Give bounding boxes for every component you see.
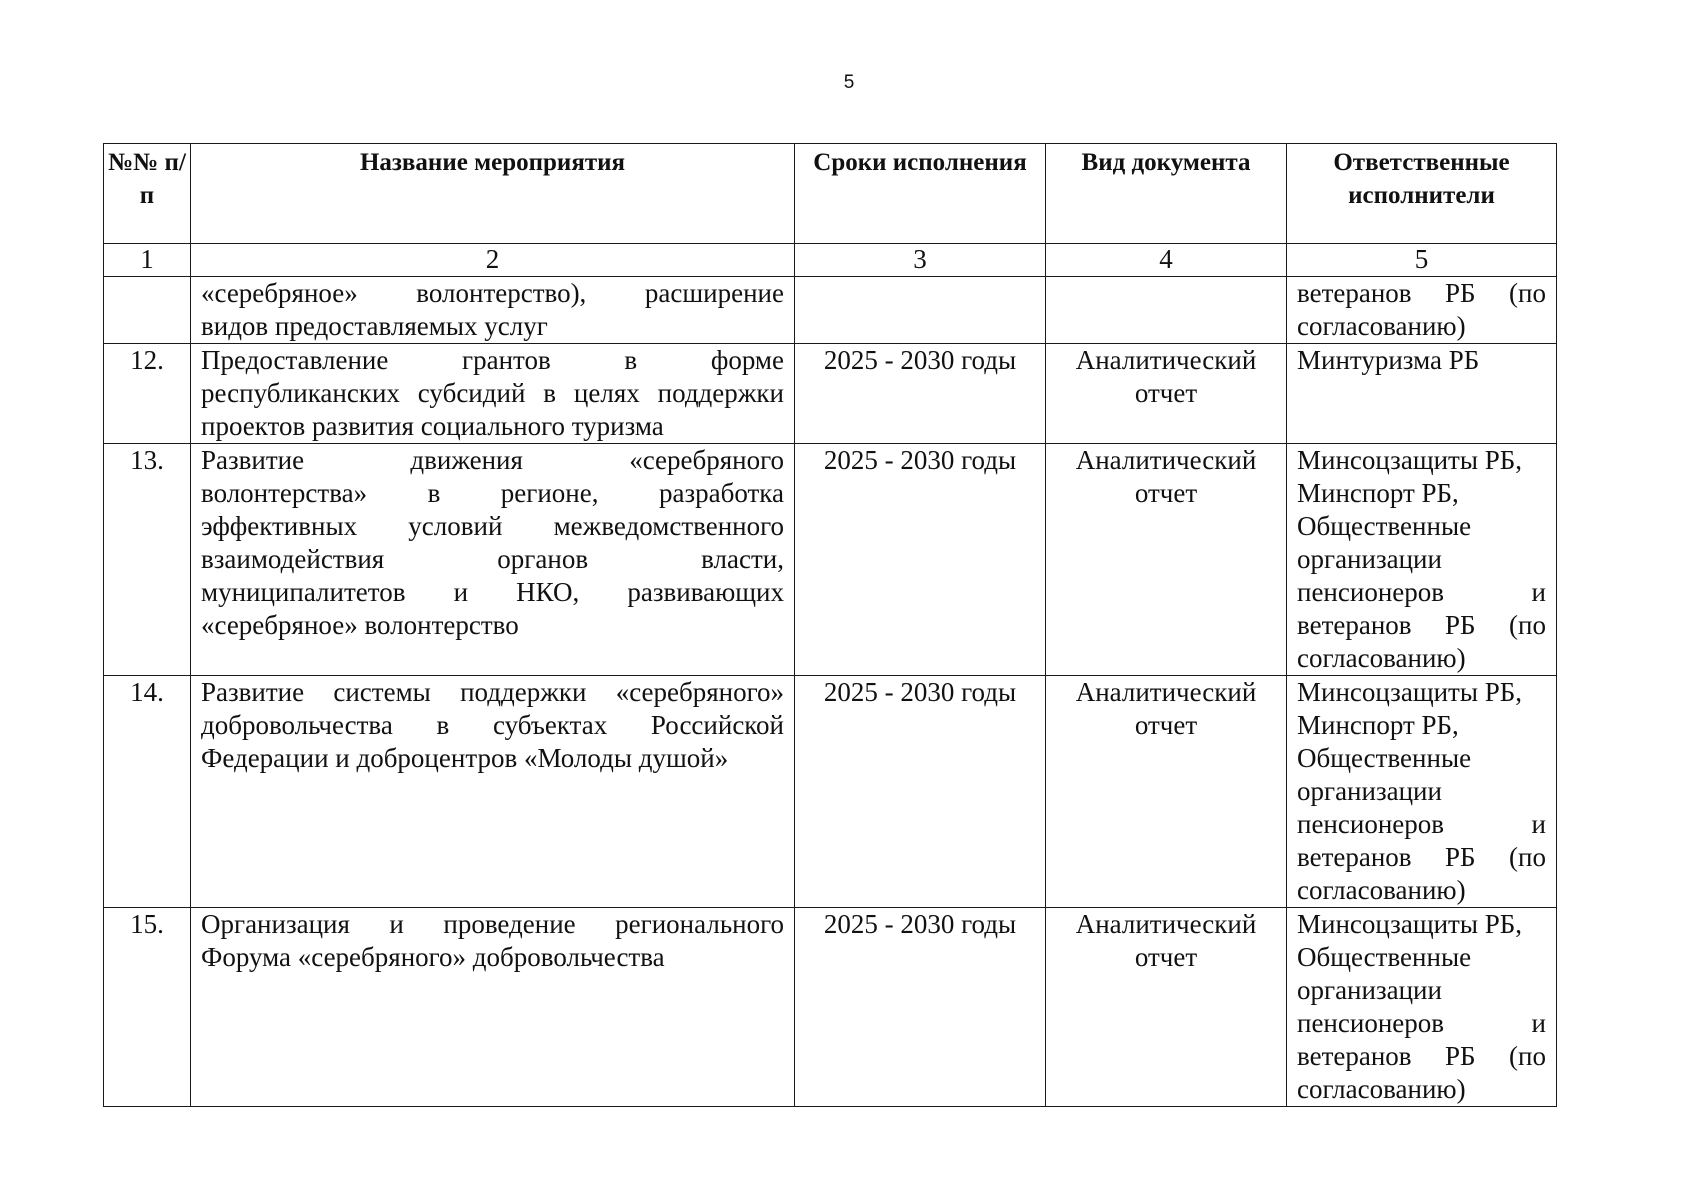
activity-name bbox=[191, 344, 795, 444]
activity-name-line: «серебряное» волонтерство), расширение bbox=[201, 278, 784, 308]
responsible-line: Общественные bbox=[1297, 511, 1472, 541]
responsible-line: пенсионеров и bbox=[1297, 809, 1546, 839]
responsible-executors bbox=[1287, 908, 1557, 1107]
document-type: Аналитический отчет bbox=[1046, 908, 1287, 1107]
responsible-line: Общественные bbox=[1297, 942, 1472, 972]
table-row bbox=[104, 277, 1557, 344]
execution-term bbox=[795, 277, 1046, 344]
header-name: Название мероприятия bbox=[191, 144, 795, 244]
activity-name-line: «серебряное» волонтерство bbox=[201, 610, 519, 640]
activity-name-line: эффективных условий межведомственного bbox=[201, 511, 784, 541]
responsible-line: согласованию) bbox=[1297, 311, 1466, 341]
responsible-line: согласованию) bbox=[1297, 875, 1466, 905]
header-term: Сроки исполнения bbox=[795, 144, 1046, 244]
responsible-line: организации bbox=[1297, 776, 1442, 806]
document-type: Аналитический отчет bbox=[1046, 676, 1287, 908]
responsible-line: пенсионеров и bbox=[1297, 577, 1546, 607]
responsible-line: ветеранов РБ (по bbox=[1297, 278, 1546, 308]
activity-name-line: волонтерства» в регионе, разработка bbox=[201, 478, 784, 508]
row-number: 14. bbox=[104, 676, 191, 908]
activity-name bbox=[191, 676, 795, 908]
responsible-line: организации bbox=[1297, 975, 1442, 1005]
activity-name bbox=[191, 908, 795, 1107]
responsible-line: Минсоцзащиты РБ, bbox=[1297, 909, 1523, 939]
activity-name-line: республиканских субсидий в целях поддержки bbox=[201, 378, 784, 408]
activity-name-line: Федерации и доброцентров «Молоды душой» bbox=[201, 743, 729, 773]
responsible-line: ветеранов РБ (по bbox=[1297, 610, 1546, 640]
responsible-executors bbox=[1287, 277, 1557, 344]
responsible-line: Минспорт РБ, bbox=[1297, 478, 1459, 508]
activity-name-line: видов предоставляемых услуг bbox=[201, 311, 548, 341]
header-resp: Ответственные исполнители bbox=[1287, 144, 1557, 244]
page-number: 5 bbox=[843, 72, 855, 93]
row-number: 12. bbox=[104, 344, 191, 444]
row-number: 13. bbox=[104, 444, 191, 676]
activity-name bbox=[191, 277, 795, 344]
responsible-line: Минсоцзащиты РБ, bbox=[1297, 677, 1523, 707]
activity-name-line: проектов развития социального туризма bbox=[201, 411, 664, 441]
responsible-executors bbox=[1287, 444, 1557, 676]
column-number-row bbox=[104, 244, 1557, 277]
activity-name-line: Предоставление грантов в форме bbox=[201, 345, 784, 375]
table-row bbox=[104, 344, 1557, 444]
header-num: №№ п/п bbox=[104, 144, 191, 244]
responsible-line: Минсоцзащиты РБ, bbox=[1297, 445, 1523, 475]
responsible-line: Общественные bbox=[1297, 743, 1472, 773]
document-type: Аналитический отчет bbox=[1046, 444, 1287, 676]
column-number: 1 bbox=[104, 244, 191, 277]
column-number: 3 bbox=[795, 244, 1046, 277]
execution-term: 2025 - 2030 годы bbox=[795, 444, 1046, 676]
execution-term: 2025 - 2030 годы bbox=[795, 344, 1046, 444]
activity-name-line: Развитие движения «серебряного bbox=[201, 445, 784, 475]
row-number: 15. bbox=[104, 908, 191, 1107]
responsible-line: пенсионеров и bbox=[1297, 1008, 1546, 1038]
activity-name bbox=[191, 444, 795, 676]
responsible-line: ветеранов РБ (по bbox=[1297, 1041, 1546, 1071]
responsible-line: согласованию) bbox=[1297, 643, 1466, 673]
responsible-line: организации bbox=[1297, 544, 1442, 574]
table-row bbox=[104, 676, 1557, 908]
activity-name-line: Развитие системы поддержки «серебряного» bbox=[201, 677, 784, 707]
activity-name-line: Форума «серебряного» добровольчества bbox=[201, 942, 665, 972]
activities-table bbox=[103, 143, 1557, 1107]
table-header-row bbox=[104, 144, 1557, 244]
responsible-line: согласованию) bbox=[1297, 1074, 1466, 1104]
activity-name-line: взаимодействия органов власти, bbox=[201, 544, 784, 574]
responsible-line: ветеранов РБ (по bbox=[1297, 842, 1546, 872]
activity-name-line: муниципалитетов и НКО, развивающих bbox=[201, 577, 784, 607]
responsible-line: Минтуризма РБ bbox=[1297, 345, 1480, 375]
responsible-line: Минспорт РБ, bbox=[1297, 710, 1459, 740]
execution-term: 2025 - 2030 годы bbox=[795, 908, 1046, 1107]
column-number: 2 bbox=[191, 244, 795, 277]
responsible-executors bbox=[1287, 676, 1557, 908]
column-number: 5 bbox=[1287, 244, 1557, 277]
table-row bbox=[104, 908, 1557, 1107]
column-number: 4 bbox=[1046, 244, 1287, 277]
header-doc: Вид документа bbox=[1046, 144, 1287, 244]
row-number bbox=[104, 277, 191, 344]
execution-term: 2025 - 2030 годы bbox=[795, 676, 1046, 908]
table-row bbox=[104, 444, 1557, 676]
responsible-executors bbox=[1287, 344, 1557, 444]
document-type bbox=[1046, 277, 1287, 344]
document-type: Аналитический отчет bbox=[1046, 344, 1287, 444]
activity-name-line: Организация и проведение регионального bbox=[201, 909, 784, 939]
activity-name-line: добровольчества в субъектах Российской bbox=[201, 710, 784, 740]
